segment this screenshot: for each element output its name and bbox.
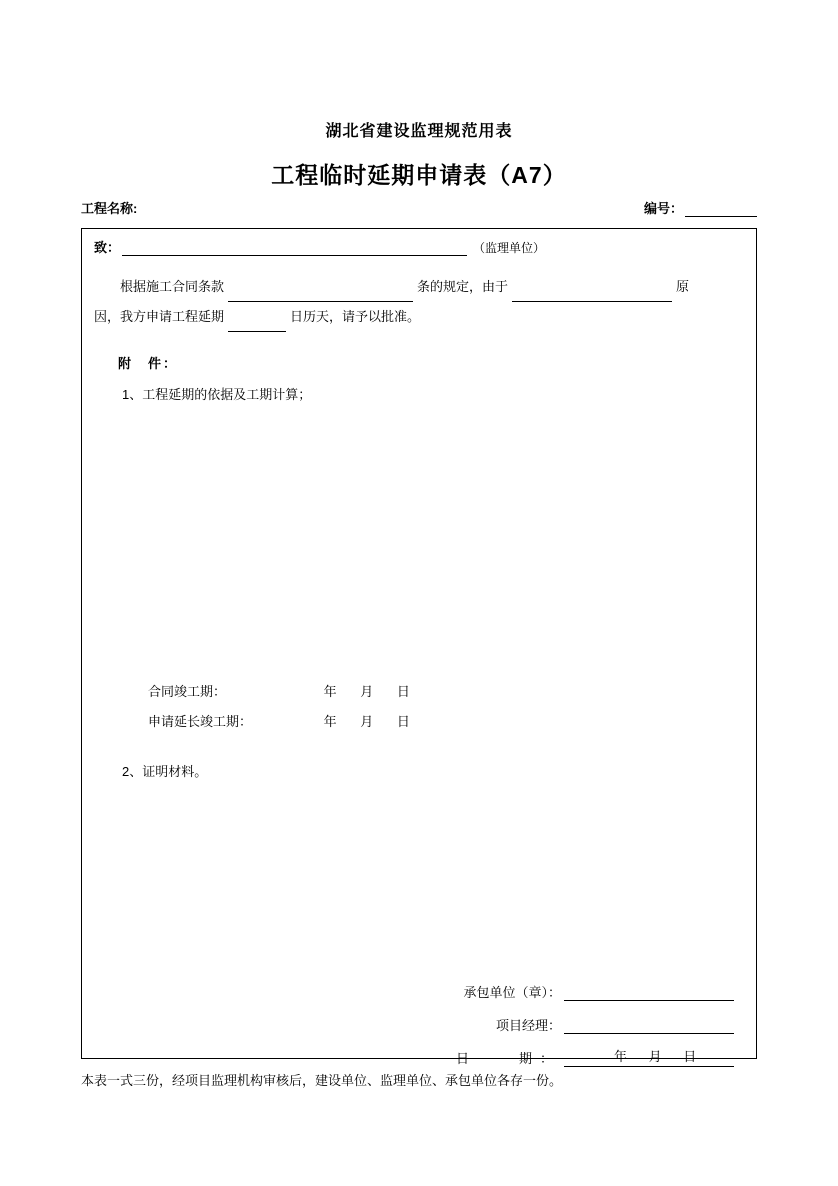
signature-date-value[interactable] — [564, 1049, 734, 1067]
statement-paragraph-line-1 — [94, 272, 744, 302]
addressee-line — [94, 237, 744, 256]
project-name-field[interactable] — [81, 198, 441, 217]
document-subtitle: 湖北省建设监理规范用表 — [325, 123, 513, 140]
addressee-value[interactable] — [122, 240, 467, 256]
contract-day-label: 日 — [396, 684, 410, 699]
requested-completion-label: 申请延长竣工期： — [148, 714, 253, 729]
delay-days-value[interactable] — [228, 317, 286, 332]
contract-completion-label: 合同竣工期： — [148, 684, 227, 699]
signature-day-label: 日 — [683, 1049, 697, 1064]
document-number-label: 编号： — [643, 201, 683, 216]
contractor-signature-row — [442, 981, 734, 1001]
signature-date-ymd — [614, 1046, 714, 1065]
contract-completion-date-row — [148, 681, 568, 700]
requested-completion-date-row — [148, 711, 568, 730]
reason-suffix-text: 原 — [676, 279, 690, 294]
form-frame — [81, 228, 757, 1066]
project-name-label: 工程名称: — [81, 201, 138, 216]
document-number-field[interactable] — [644, 198, 757, 217]
days-suffix-text: 日历天，请予以批准。 — [290, 309, 421, 324]
requested-year-label: 年 — [323, 714, 337, 729]
document-number-value[interactable] — [685, 201, 757, 217]
requested-day-label: 日 — [396, 714, 410, 729]
signature-year-label: 年 — [614, 1049, 628, 1064]
project-manager-label: 项目经理： — [495, 1018, 561, 1033]
attachment-item-2: 2、证明材料。 — [122, 764, 208, 779]
contract-year-label: 年 — [323, 684, 337, 699]
contract-completion-date-value[interactable] — [324, 684, 430, 699]
clause-suffix-text: 条的规定，由于 — [417, 279, 509, 294]
document-title: 工程临时延期申请表（A7） — [271, 162, 567, 188]
clause-number-value[interactable] — [228, 287, 413, 302]
requested-month-label: 月 — [360, 714, 374, 729]
contract-month-label: 月 — [360, 684, 374, 699]
signature-month-label: 月 — [648, 1049, 662, 1064]
signature-block — [442, 981, 734, 1080]
footer-note: 本表一式三份，经项目监理机构审核后，建设单位、监理单位、承包单位各存一份。 — [81, 1073, 563, 1088]
requested-completion-date-value[interactable] — [324, 714, 430, 729]
contractor-value[interactable] — [564, 983, 734, 1001]
addressee-label: 致： — [94, 240, 121, 255]
project-manager-value[interactable] — [564, 1016, 734, 1034]
meta-row — [81, 198, 757, 220]
statement-paragraph-line-2 — [94, 302, 744, 332]
project-name-value[interactable] — [141, 216, 441, 217]
attachment-item-1: 1、工程延期的依据及工期计算； — [122, 387, 312, 402]
contractor-label: 承包单位（章）： — [463, 985, 561, 1000]
clause-prefix-text: 根据施工合同条款 — [120, 279, 225, 294]
delay-reason-value[interactable] — [512, 287, 672, 302]
signature-date-row — [442, 1047, 734, 1067]
supervisor-unit-hint: （监理单位） — [473, 241, 546, 255]
project-manager-row — [442, 1014, 734, 1034]
days-prefix-text: 因，我方申请工程延期 — [94, 309, 225, 324]
signature-date-label: 日 期： — [455, 1051, 561, 1066]
attachment-title: 附 件： — [118, 356, 179, 371]
